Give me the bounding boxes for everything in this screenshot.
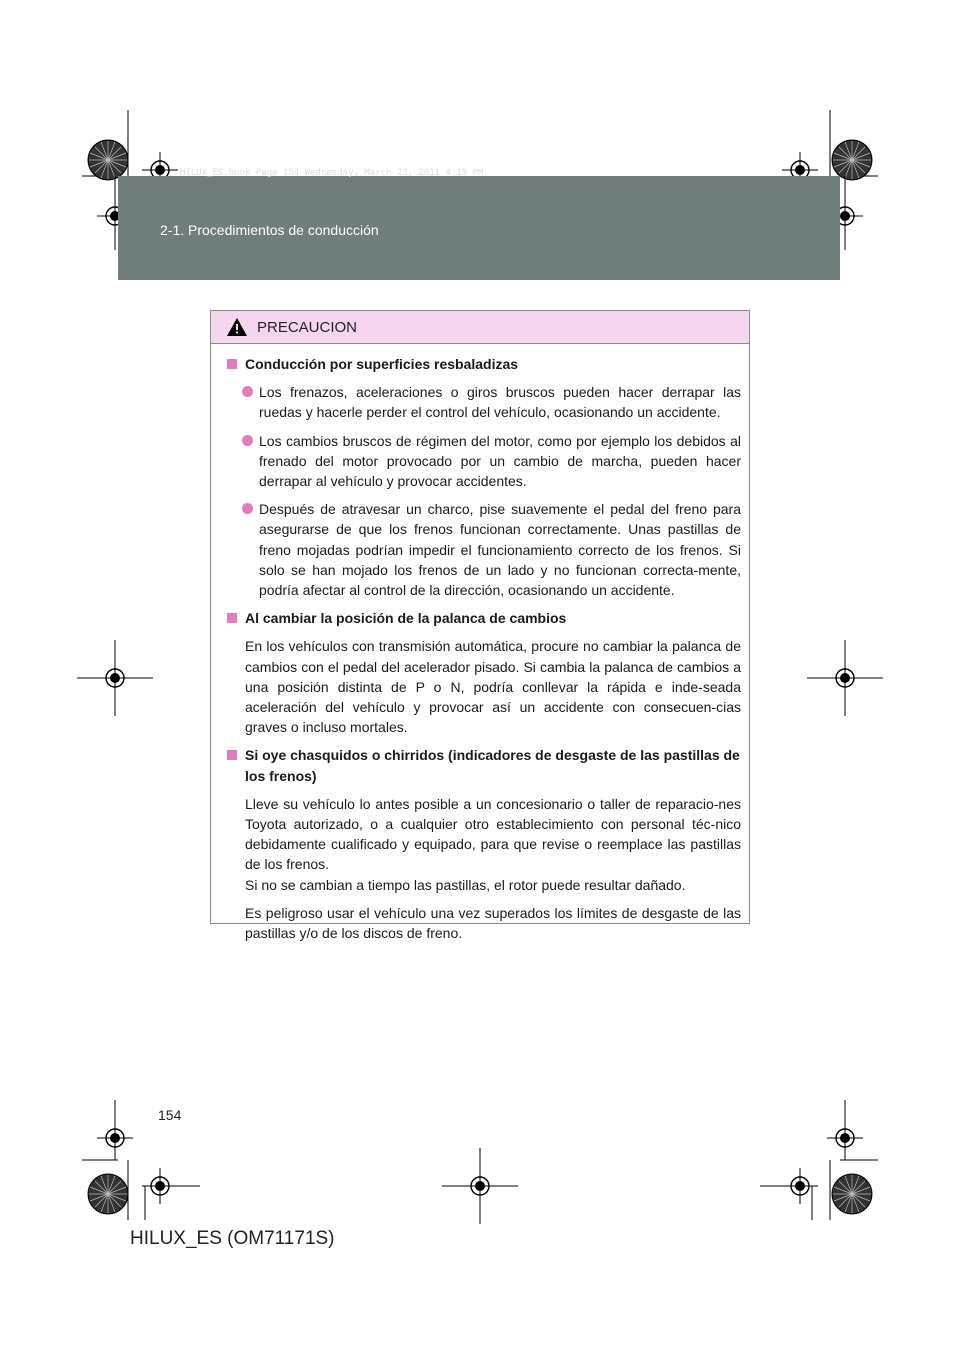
bullet-dot-icon bbox=[242, 435, 253, 446]
bullet-item: Los frenazos, aceleraciones o giros bruscos pueden hacer derrapar las ruedas y hacerle perder el control del vehículo, ocasionando un accidente. bbox=[227, 382, 741, 422]
section-heading-slippery: Conducción por superficies resbaladizas bbox=[227, 354, 741, 374]
paragraph: Si no se cambian a tiempo las pastillas, el rotor puede resultar dañado. bbox=[245, 876, 686, 893]
page-number: 154 bbox=[158, 1107, 182, 1123]
paragraph: Es peligroso usar el vehículo una vez superados los límites de desgaste de las pastillas y/o de los discos de freno. bbox=[245, 904, 741, 942]
section-heading-shift-lever: Al cambiar la posición de la palanca de cambios bbox=[227, 608, 741, 628]
section-title: 2-1. Procedimientos de conducción bbox=[160, 222, 379, 238]
caution-header bbox=[211, 311, 749, 344]
section-heading-brake-squeal: Si oye chasquidos o chirridos (indicadores de desgaste de las pastillas de los frenos) bbox=[227, 745, 741, 785]
caution-box bbox=[210, 310, 750, 942]
bullet-item: Los cambios bruscos de régimen del motor, como por ejemplo los debidos al frenado del motor provocado por un cambio de marcha, pueden hacer derrapar al vehículo y provocar accidentes. bbox=[227, 431, 741, 492]
print-stamp: HILUX_ES.book Page 154 Wednesday, March 23, 2011 4:15 PM bbox=[180, 168, 484, 178]
model-code: HILUX_ES (OM71171S) bbox=[130, 1228, 335, 1249]
paragraph: Lleve su vehículo lo antes posible a un concesionario o taller de reparacio-nes Toyota autorizado, o a cualquier otro establecimiento con personal téc-nico debidamente cualificado y equipado, para que revise o reemplace las pastillas de los frenos. bbox=[245, 795, 741, 873]
bullet-item: Después de atravesar un charco, pise suavemente el pedal del freno para asegurarse de que los frenos funcionan correctamente. Unas pastillas de freno mojadas podrían impedir el funcionamiento correcto de los frenos. Si solo se han mojado los frenos de un lado y no funcionan correcta-mente, podría afectar al control de la dirección, ocasionando un accidente. bbox=[227, 499, 741, 600]
paragraph: En los vehículos con transmisión automática, procure no cambiar la palanca de cambios con el pedal del acelerador pisado. Si cambia la palanca de cambios a una posición distinta de P o N, podría conllevar la rápida e inde-seada aceleración del vehículo y provocar así un accidente con consecuen-cias graves o incluso mortales. bbox=[245, 638, 741, 736]
bullet-dot-icon bbox=[242, 386, 253, 397]
caution-title: PRECAUCION bbox=[257, 318, 358, 336]
warning-triangle-icon bbox=[227, 318, 247, 336]
bullet-dot-icon bbox=[242, 503, 253, 514]
caution-body bbox=[211, 344, 749, 943]
